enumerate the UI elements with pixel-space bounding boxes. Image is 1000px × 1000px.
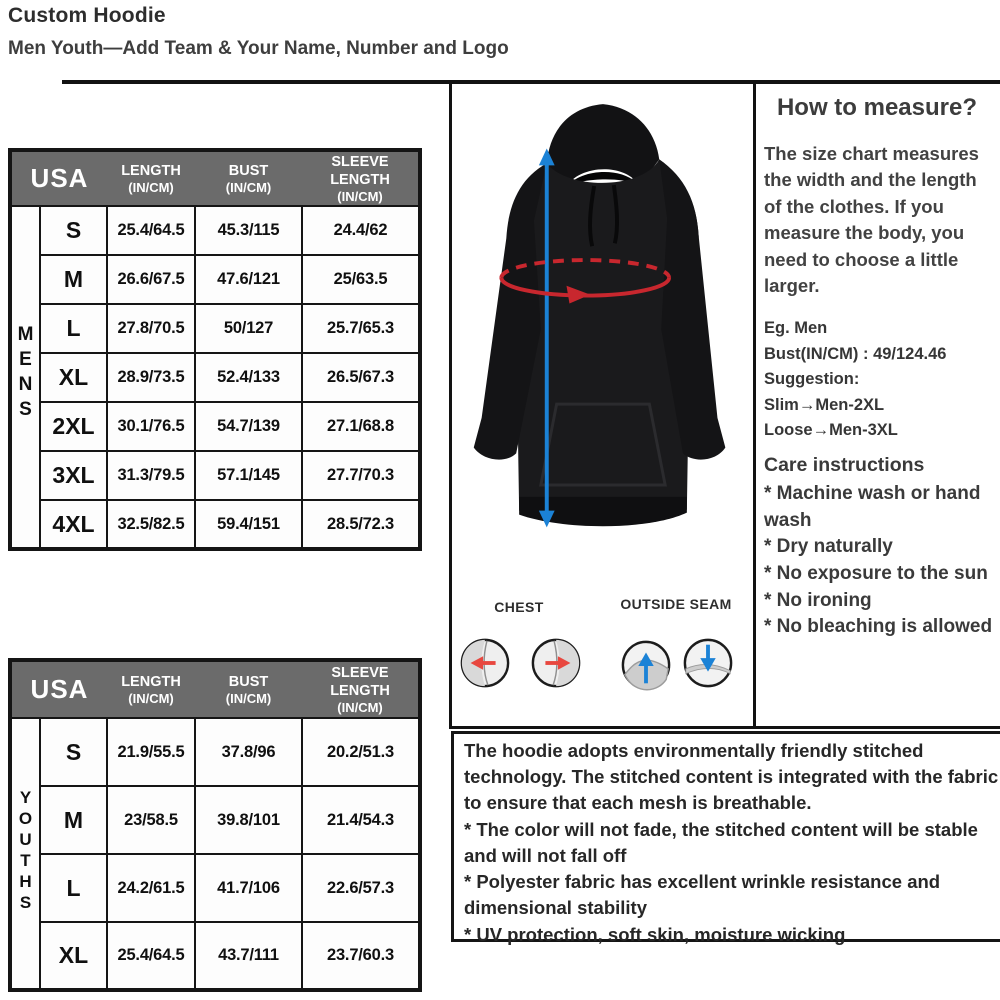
care-item: * Dry naturally [764, 536, 893, 558]
description-bullet: * The color will not fade, the stitched content will be stable and will not fall off [464, 818, 978, 866]
mens-group-label: MENS [10, 206, 40, 549]
outside-seam-label: OUTSIDE SEAM [620, 596, 732, 612]
top-rule [62, 80, 1000, 84]
table-row: 2XL 30.1/76.5 54.7/139 27.1/68.8 [10, 402, 420, 451]
chest-label: CHEST [494, 599, 544, 615]
description-bullet: * UV protection, soft skin, moisture wicking [464, 924, 846, 946]
mens-size-table [8, 148, 422, 551]
example-line: Suggestion: [764, 370, 860, 389]
column-header-usa: USA [10, 150, 107, 206]
hoodie-image [455, 88, 751, 586]
care-instructions-block [764, 452, 996, 641]
example-line: Slim→Men-2XL [764, 395, 885, 414]
column-header-bust: BUST (IN/CM) [195, 150, 302, 206]
example-line: Bust(IN/CM) : 49/124.46 [764, 344, 947, 363]
youths-table-header [10, 660, 420, 718]
table-row: 3XL 31.3/79.5 57.1/145 27.7/70.3 [10, 451, 420, 500]
right-vertical-divider [753, 80, 756, 729]
sizing-example-block [764, 316, 994, 444]
how-to-measure-body: The size chart measures the width and the length of the clothes. If you measure the body, you need to choose a little larger. [764, 143, 979, 297]
youths-group-label: YOUTHS [10, 718, 40, 990]
table-row: YOUTHS S 21.9/55.5 37.8/96 20.2/51.3 [10, 718, 420, 786]
table-row: M 26.6/67.5 47.6/121 25/63.5 [10, 255, 420, 304]
left-vertical-divider [449, 80, 452, 729]
outside-seam-down-icon [682, 637, 734, 689]
how-to-measure-title: How to measure? [776, 94, 978, 121]
description-bullet: * Polyester fabric has excellent wrinkle resistance and dimensional stability [464, 871, 941, 919]
care-item: * Machine wash or hand wash [764, 483, 981, 531]
chest-measure-right-icon [530, 637, 582, 689]
column-header-length: LENGTH (IN/CM) [107, 660, 195, 718]
hoodie-box-bottom-rule [449, 726, 1000, 729]
product-description-box [451, 731, 1000, 946]
column-header-length: LENGTH (IN/CM) [107, 150, 195, 206]
example-line: Loose→Men-3XL [764, 421, 898, 440]
table-row: XL 25.4/64.5 43.7/111 23.7/60.3 [10, 922, 420, 990]
column-header-usa: USA [10, 660, 107, 718]
youths-size-table [8, 658, 422, 992]
chest-measure-left-icon [459, 637, 511, 689]
example-line: Eg. Men [764, 319, 828, 337]
table-row: M 23/58.5 39.8/101 21.4/54.3 [10, 786, 420, 854]
care-item: * No ironing [764, 589, 872, 611]
care-item: * No bleaching is allowed [764, 616, 993, 638]
hoodie-measurement-illustration [455, 88, 751, 586]
page-subtitle: Men Youth—Add Team & Your Name, Number and Logo [8, 38, 509, 59]
table-row: 4XL 32.5/82.5 59.4/151 28.5/72.3 [10, 500, 420, 549]
care-item: * No exposure to the sun [764, 563, 988, 585]
mens-table-header [10, 150, 420, 206]
column-header-bust: BUST (IN/CM) [195, 660, 302, 718]
page-title: Custom Hoodie [8, 4, 166, 27]
column-header-sleeve: SLEEVE LENGTH (IN/CM) [302, 150, 420, 206]
table-row: MENS S 25.4/64.5 45.3/115 24.4/62 [10, 206, 420, 255]
table-row: L 24.2/61.5 41.7/106 22.6/57.3 [10, 854, 420, 922]
outside-seam-up-icon [620, 639, 672, 691]
care-instructions-title: Care instructions [764, 454, 925, 476]
table-row: XL 28.9/73.5 52.4/133 26.5/67.3 [10, 353, 420, 402]
description-paragraph: The hoodie adopts environmentally friendly stitched technology. The stitched content is integrated with the fabric to ensure that each mesh is breathable. [464, 740, 999, 813]
table-row: L 27.8/70.5 50/127 25.7/65.3 [10, 304, 420, 353]
column-header-sleeve: SLEEVE LENGTH (IN/CM) [302, 660, 420, 718]
